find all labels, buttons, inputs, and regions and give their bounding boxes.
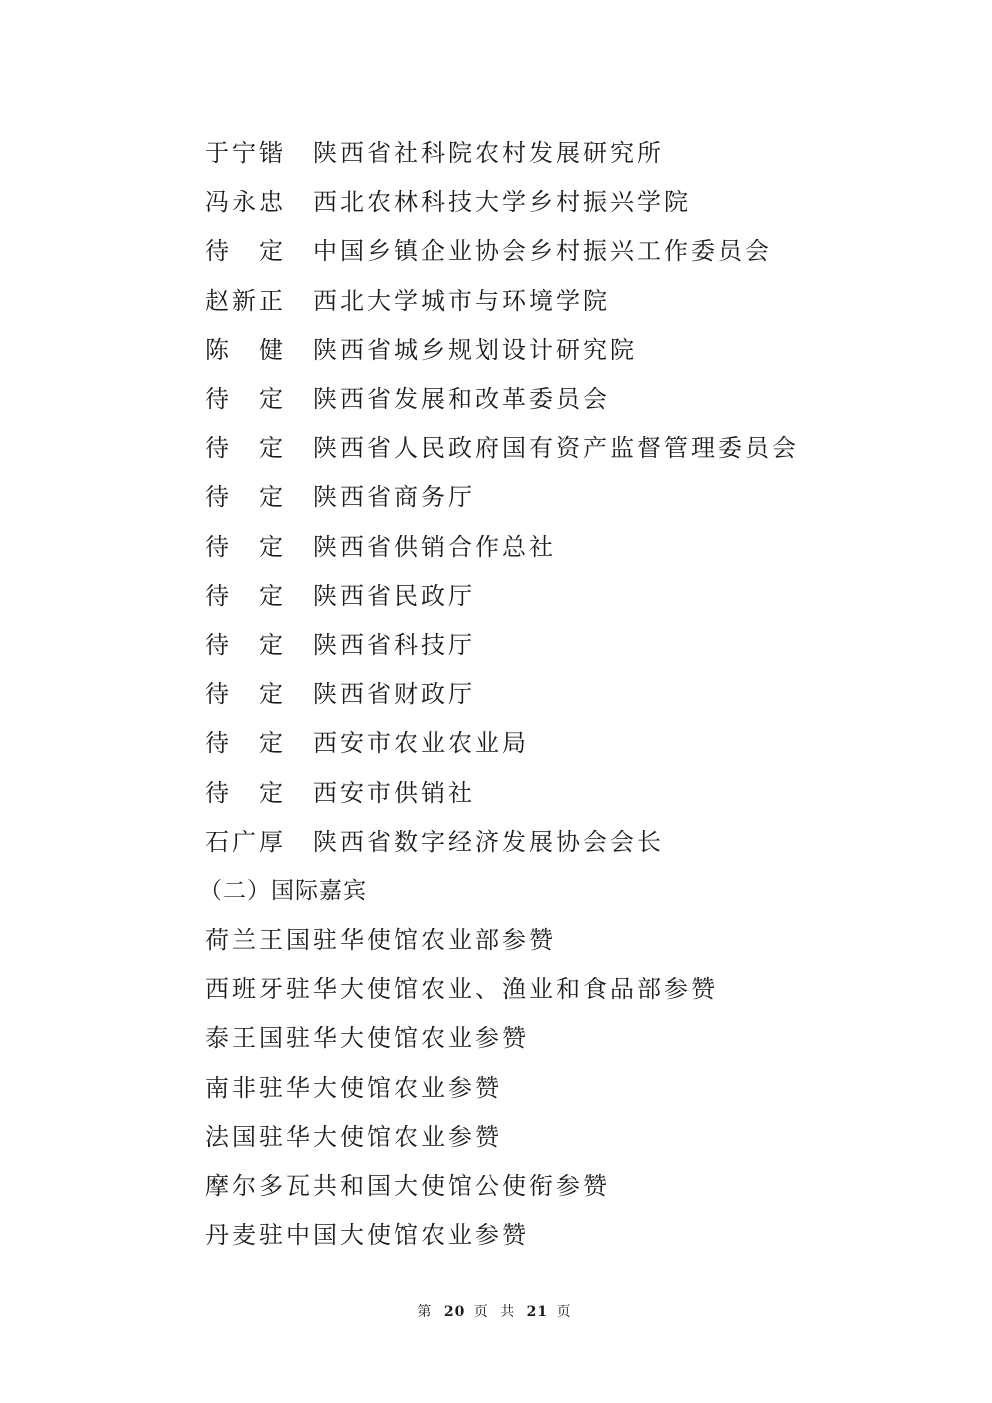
guest-row [205, 765, 952, 814]
guest-organization: 陕西省供销合作总社 [313, 532, 556, 561]
guest-organization: 陕西省社科院农村发展研究所 [313, 139, 664, 168]
guest-organization: 陕西省民政厅 [313, 581, 475, 610]
guest-organization: 西安市供销社 [313, 778, 475, 807]
footer-prefix: 第 [417, 1304, 436, 1320]
guest-row [205, 175, 952, 224]
international-guest-row: 南非驻华大使馆农业参赞 [205, 1073, 502, 1102]
guest-organization: 西安市农业农业局 [313, 729, 529, 758]
guest-organization: 中国乡镇企业协会乡村振兴工作委员会 [313, 237, 772, 266]
guest-name: 待 定 [205, 237, 286, 266]
guest-name: 待 定 [205, 630, 286, 659]
page-footer [0, 1301, 992, 1321]
guest-row [205, 421, 952, 470]
guest-organization: 陕西省科技厅 [313, 630, 475, 659]
section-title: （二）国际嘉宾 [199, 877, 367, 904]
document-body [199, 126, 952, 1257]
international-guest-row: 荷兰王国驻华使馆农业部参赞 [205, 926, 556, 955]
guest-row [205, 667, 952, 716]
guest-organization: 西北农林科技大学乡村振兴学院 [313, 188, 691, 217]
guest-name: 待 定 [205, 778, 286, 807]
guest-name: 于宁锴 [205, 139, 286, 168]
guest-row [205, 372, 952, 421]
guest-row [205, 520, 952, 569]
guest-row [205, 274, 952, 323]
guest-row [205, 323, 952, 372]
guest-organization: 陕西省商务厅 [313, 483, 475, 512]
international-guest-row: 泰王国驻华大使馆农业参赞 [205, 1024, 529, 1053]
international-guest-row: 法国驻华大使馆农业参赞 [205, 1122, 502, 1151]
guest-organization: 陕西省城乡规划设计研究院 [313, 335, 637, 364]
international-guest-row: 摩尔多瓦共和国大使馆公使衔参赞 [205, 1172, 610, 1201]
guest-row [205, 618, 952, 667]
footer-suffix: 页 [556, 1304, 575, 1320]
guest-organization: 西北大学城市与环境学院 [313, 286, 610, 315]
guest-organization: 陕西省数字经济发展协会会长 [313, 827, 664, 856]
international-guest-row: 丹麦驻中国大使馆农业参赞 [205, 1221, 529, 1250]
guest-name: 待 定 [205, 532, 286, 561]
guest-name: 待 定 [205, 729, 286, 758]
guest-row [205, 126, 952, 175]
guest-name: 赵新正 [205, 286, 286, 315]
guest-row [205, 815, 952, 864]
guest-row [205, 569, 952, 618]
current-page-number: 20 [443, 1304, 466, 1320]
guest-organization: 陕西省人民政府国有资产监督管理委员会 [313, 434, 799, 463]
guest-name: 陈 健 [205, 335, 286, 364]
guest-name: 待 定 [205, 680, 286, 709]
international-guest-row: 西班牙驻华大使馆农业、渔业和食品部参赞 [205, 975, 718, 1004]
international-guest-list [205, 913, 952, 1257]
guest-name: 待 定 [205, 581, 286, 610]
guest-row [205, 224, 952, 273]
guest-name: 待 定 [205, 434, 286, 463]
guest-name: 待 定 [205, 385, 286, 414]
guest-organization: 陕西省财政厅 [313, 680, 475, 709]
domestic-guest-list [205, 126, 952, 864]
guest-name: 石广厚 [205, 827, 286, 856]
total-page-number: 21 [526, 1304, 549, 1320]
guest-organization: 陕西省发展和改革委员会 [313, 385, 610, 414]
footer-middle: 页 共 [473, 1304, 519, 1320]
guest-name: 冯永忠 [205, 188, 286, 217]
guest-row [205, 470, 952, 519]
guest-row [205, 716, 952, 765]
guest-name: 待 定 [205, 483, 286, 512]
